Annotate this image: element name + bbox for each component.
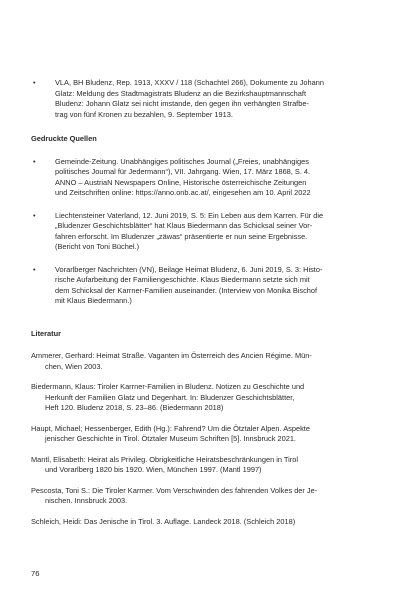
printed-source-line: (Bericht von Toni Büchel.)	[55, 242, 140, 251]
printed-source-entry	[31, 265, 389, 307]
literature-line: Herkunft der Familien Glatz und Degenhart. In: Bludenzer Geschichtsblätter,	[45, 392, 295, 402]
printed-source-line: dem Schicksal der Karrner-Familien auseinander. (Interview von Monika Bischof	[55, 285, 318, 295]
printed-source-line: Gemeinde-Zeitung. Unabhängiges politisches Journal („Freies, unabhängiges	[55, 156, 309, 166]
literature-heading: Literatur	[31, 328, 61, 338]
printed-source-line: ANNO – AustriaN Newspapers Online, Historische österreichische Zeitungen	[55, 177, 307, 187]
literature-line: Ammerer, Gerhard: Heimat Straße. Vaganten im Österreich des Ancien Régime. Mün-	[31, 351, 312, 360]
archive-entry	[31, 78, 389, 120]
literature-entry	[31, 455, 389, 476]
printed-source-line: politisches Journal für Jedermann“), VII. Jahrgang. Wien, 17. März 1868, S. 4.	[55, 167, 311, 176]
literature-line: nischen. Innsbruck 2003.	[45, 496, 128, 505]
archive-entry-line: Glatz: Meldung des Stadtmagistrats Bludenz an die Bezirkshauptmannschaft	[55, 88, 307, 98]
printed-source-line: und Zeitschriften online: https://anno.onb.ac.at/, eingesehen am 10. April 2022	[55, 188, 311, 197]
archive-entry-line: Bludenz: Johann Glatz sei nicht imstande, den gegen ihn verhängten Strafbe-	[55, 99, 309, 108]
printed-source-entry	[31, 157, 389, 199]
literature-entry	[31, 424, 389, 445]
archive-entry-line: trag von fünf Kronen zu bezahlen, 9. September 1913.	[55, 109, 233, 119]
printed-source-line: Liechtensteiner Vaterland, 12. Juni 2019, S. 5: Ein Leben aus dem Karren. Für die	[55, 210, 324, 220]
archive-entry-line: VLA, BH Bludenz, Rep. 1913, XXXV / 118 (Schachtel 266), Dokumente zu Johann	[55, 78, 324, 87]
printed-source-line: Vorarlberger Nachrichten (VN), Beilage Heimat Bludenz, 6. Juni 2019, S. 3: Histo-	[55, 264, 323, 274]
printed-source-line: fahren erforscht. Im Bludenzer „zäwas“ präsentierte er nun seine Ergebnisse.	[55, 231, 308, 241]
literature-line: Mantl, Elisabeth: Heirat als Privileg. Obrigkeitliche Heiratsbeschränkungen in Tirol	[31, 454, 299, 464]
literature-line: Heft 120. Bludenz 2018, S. 23–86. (Biedermann 2018)	[45, 403, 224, 412]
printed-sources-heading: Gedruckte Quellen	[31, 134, 97, 143]
literature-line: und Vorarlberg 1820 bis 1920. Wien, München 1997. (Mantl 1997)	[45, 465, 262, 474]
document-page	[31, 78, 389, 527]
printed-source-line: „Bludenzer Geschichtsblätter“ hat Klaus Biedermann das Schicksal seiner Vor-	[55, 221, 313, 230]
bullet-glyph: •	[33, 264, 36, 274]
bullet-glyph: •	[33, 78, 36, 87]
literature-line: Haupt, Michael; Hessenberger, Edith (Hg.): Fahrend? Um die Ötztaler Alpen. Aspekte	[31, 423, 310, 433]
literature-line: Schleich, Heidi: Das Jenische in Tirol. 3. Auflage. Landeck 2018. (Schleich 2018)	[31, 516, 296, 526]
literature-entry	[31, 351, 389, 372]
literature-line: Pescosta, Toni S.: Die Tiroler Karrner. Vom Verschwinden des fahrenden Volkes der Je-	[31, 485, 318, 495]
page-number: 76	[31, 569, 40, 578]
printed-source-entry	[31, 211, 389, 253]
literature-entry	[31, 382, 389, 414]
bullet-glyph: •	[33, 210, 36, 220]
literature-line: chen, Wien 2003.	[45, 361, 103, 371]
literature-line: jenischer Geschichte in Tirol. Ötztaler Museum Schriften [5]. Innsbruck 2021.	[45, 434, 296, 443]
literature-entry	[31, 517, 389, 528]
printed-source-line: rische Aufarbeitung der Familiengeschichte. Klaus Biedermann setzte sich mit	[55, 275, 310, 284]
bullet-glyph: •	[33, 156, 36, 166]
literature-line: Biedermann, Klaus: Tiroler Karrner-Familien in Bludenz. Notizen zu Geschichte und	[31, 382, 305, 391]
literature-entry	[31, 486, 389, 507]
printed-source-line: mit Klaus Biedermann.)	[55, 296, 132, 305]
